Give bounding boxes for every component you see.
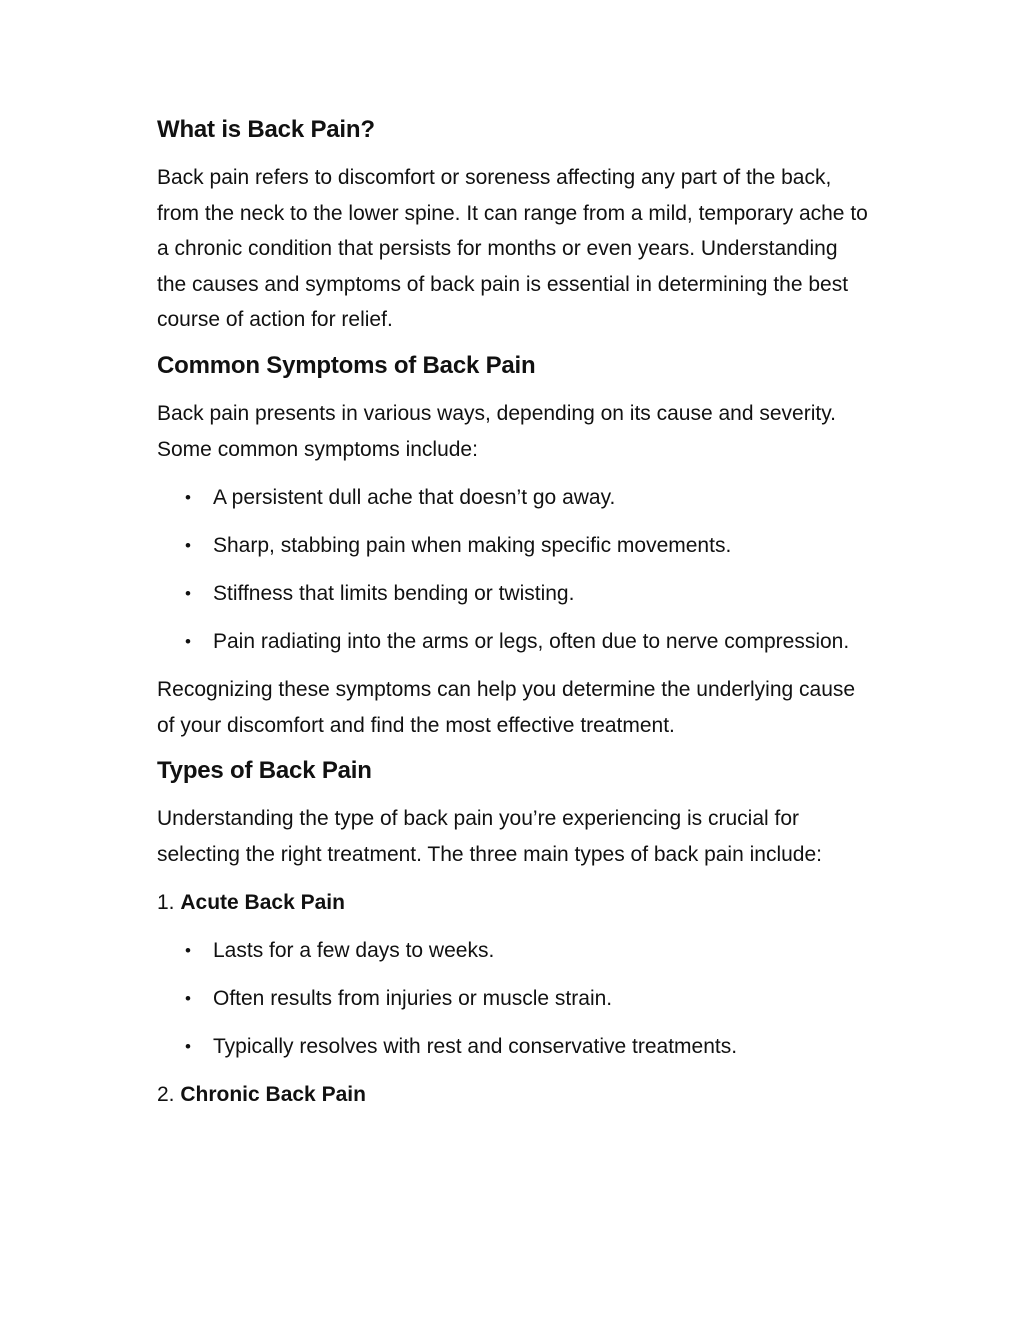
symptom-text: Stiffness that limits bending or twisting. (213, 581, 575, 605)
bullet-icon: • (185, 487, 191, 507)
heading-what-is-back-pain: What is Back Pain? (157, 116, 375, 143)
bullet-icon: • (185, 1036, 191, 1056)
bullet-icon: • (185, 940, 191, 960)
heading-types-of-back-pain: Types of Back Pain (157, 757, 372, 785)
bullet-icon: • (185, 631, 191, 651)
symptom-text: Sharp, stabbing pain when making specific movements. (213, 533, 732, 557)
acute-point-text: Often results from injuries or muscle strain. (213, 986, 613, 1010)
symptom-item (157, 576, 869, 612)
paragraph-symptoms-closing: Recognizing these symptoms can help you determine the underlying cause of your discomfort and find the most effective treatment. (157, 678, 856, 737)
symptom-text: Pain radiating into the arms or legs, often due to nerve compression. (213, 629, 850, 653)
type-title: Chronic Back Pain (180, 1082, 366, 1106)
type-number: 1. (157, 890, 175, 914)
document-page (157, 112, 869, 1112)
paragraph-definition: Back pain refers to discomfort or soreness affecting any part of the back, from the neck to the lower spine. It can range from a mild, temporary ache to a chronic condition that persists for months or even years. Understanding the causes and symptoms of back pain is essential in determining the best course of action for relief. (157, 166, 868, 332)
paragraph-symptoms-intro: Back pain presents in various ways, depending on its cause and severity. Some common symptoms include: (157, 401, 836, 461)
acute-point-text: Lasts for a few days to weeks. (213, 938, 495, 962)
symptoms-list (157, 480, 869, 660)
acute-points-list (157, 933, 869, 1065)
symptom-item (157, 480, 869, 516)
acute-point-item (157, 1029, 869, 1065)
type-heading-acute (157, 885, 869, 921)
type-heading-chronic (157, 1077, 869, 1113)
acute-point-item (157, 933, 869, 969)
symptom-item (157, 624, 869, 660)
symptom-item (157, 528, 869, 564)
heading-common-symptoms: Common Symptoms of Back Pain (157, 351, 536, 379)
type-title: Acute Back Pain (180, 890, 345, 914)
bullet-icon: • (185, 988, 191, 1008)
acute-point-item (157, 981, 869, 1017)
symptom-text: A persistent dull ache that doesn’t go away. (213, 485, 616, 509)
bullet-icon: • (185, 583, 191, 603)
type-number: 2. (157, 1082, 175, 1106)
bullet-icon: • (185, 535, 191, 555)
paragraph-types-intro: Understanding the type of back pain you’re experiencing is crucial for selecting the right treatment. The three main types of back pain include: (157, 807, 822, 866)
acute-point-text: Typically resolves with rest and conservative treatments. (213, 1034, 738, 1058)
